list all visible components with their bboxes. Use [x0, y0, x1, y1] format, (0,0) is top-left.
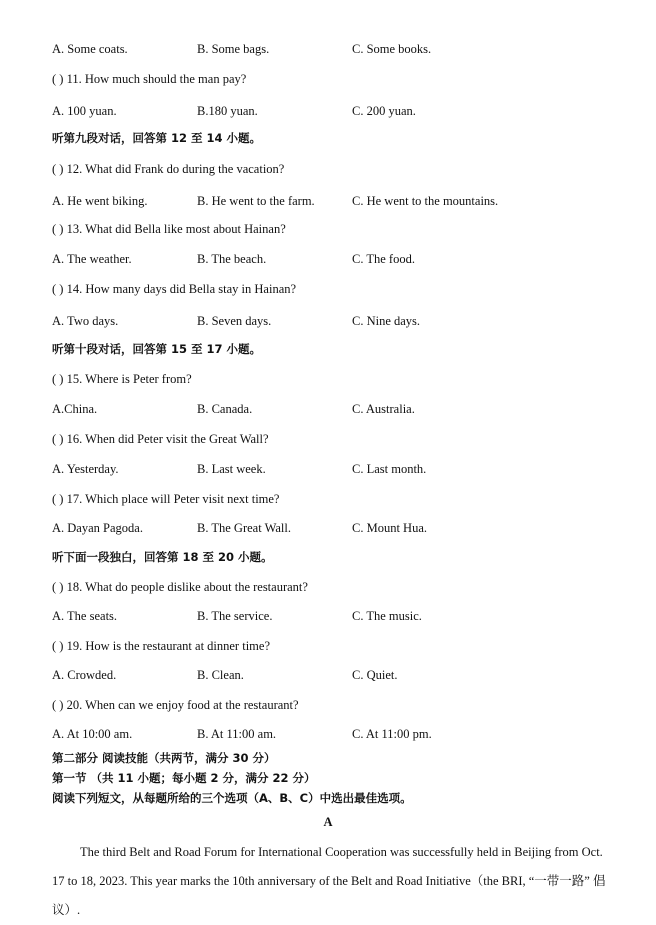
answer-options-row	[0, 723, 656, 745]
option-a: A. 100 yuan.	[52, 104, 117, 118]
option-c: C. The music.	[352, 609, 422, 623]
option-c: C. Australia.	[352, 402, 415, 416]
answer-options-row	[0, 517, 656, 539]
option-c: C. He went to the mountains.	[352, 194, 499, 208]
option-a: A. The weather.	[52, 252, 132, 266]
option-a: A. The seats.	[52, 609, 118, 623]
question-text: ( ) 14. How many days did Bella stay in Hainan?	[52, 282, 297, 296]
answer-options-row	[0, 664, 656, 686]
answer-options-row	[0, 100, 656, 122]
option-c: C. 200 yuan.	[352, 104, 416, 118]
option-b: B. Some bags.	[197, 42, 270, 56]
question	[0, 635, 656, 657]
answer-options-row	[0, 458, 656, 480]
option-c: C. Some books.	[352, 42, 432, 56]
option-a: A. At 10:00 am.	[52, 727, 133, 741]
answer-options-row	[0, 310, 656, 332]
question-text: ( ) 15. Where is Peter from?	[52, 372, 192, 386]
option-b: B. The service.	[197, 609, 273, 623]
question-text: ( ) 16. When did Peter visit the Great Wall?	[52, 432, 269, 446]
question	[0, 218, 656, 240]
answer-options-row	[0, 398, 656, 420]
question	[0, 428, 656, 450]
question-text: ( ) 18. What do people dislike about the restaurant?	[52, 580, 308, 594]
option-c: C. Quiet.	[352, 668, 398, 682]
question-text: ( ) 11. How much should the man pay?	[52, 72, 247, 86]
option-a: A. Two days.	[52, 314, 119, 328]
option-b: B. At 11:00 am.	[197, 727, 277, 741]
option-b: B. Last week.	[197, 462, 266, 476]
question-text: ( ) 12. What did Frank do during the vacation?	[52, 162, 285, 176]
option-c: C. Mount Hua.	[352, 521, 427, 535]
question	[0, 158, 656, 180]
option-a: A. Dayan Pagoda.	[52, 521, 143, 535]
answer-options-row	[0, 248, 656, 270]
instruction-text: 听第九段对话，回答第 12 至 14 小题。	[52, 131, 262, 145]
option-b: B. He went to the farm.	[197, 194, 315, 208]
reading-instruction: 阅读下列短文，从每题所给的三个选项（A、B、C）中选出最佳选项。	[52, 791, 412, 805]
option-c: C. Nine days.	[352, 314, 421, 328]
option-b: B.180 yuan.	[197, 104, 258, 118]
option-b: B. Clean.	[197, 668, 244, 682]
question-text: ( ) 17. Which place will Peter visit next time?	[52, 492, 280, 506]
answer-options-row	[0, 190, 656, 212]
question-text: ( ) 20. When can we enjoy food at the restaurant?	[52, 698, 299, 712]
answer-options-row	[0, 605, 656, 627]
instruction-text: 听第十段对话，回答第 15 至 17 小题。	[52, 342, 262, 356]
answer-options-row	[0, 38, 656, 60]
option-a: A. He went biking.	[52, 194, 148, 208]
instruction-text: 听下面一段独白，回答第 18 至 20 小题。	[52, 550, 273, 564]
section-instruction	[0, 127, 656, 149]
option-c: C. Last month.	[352, 462, 427, 476]
option-a: A. Yesterday.	[52, 462, 119, 476]
question	[0, 278, 656, 300]
question	[0, 368, 656, 390]
passage-label: A	[323, 815, 333, 829]
option-c: C. The food.	[352, 252, 415, 266]
option-b: B. Canada.	[197, 402, 253, 416]
passage-text: The third Belt and Road Forum for International Cooperation was successfully held in Beijing from Oct. 17 to 18, 2023. This year marks the 10th anniversary of the Belt and Road Initiative（the BRI, “一带一路” 倡议）.	[52, 845, 606, 917]
question-text: ( ) 13. What did Bella like most about Hainan?	[52, 222, 286, 236]
option-c: C. At 11:00 pm.	[352, 727, 432, 741]
part2-heading: 第二部分 阅读技能（共两节，满分 30 分）	[52, 751, 276, 765]
question	[0, 488, 656, 510]
section1-heading: 第一节 （共 11 小题；每小题 2 分，满分 22 分）	[52, 771, 316, 785]
option-a: A. Some coats.	[52, 42, 128, 56]
option-b: B. The Great Wall.	[197, 521, 291, 535]
option-a: A. Crowded.	[52, 668, 117, 682]
section-instruction	[0, 338, 656, 360]
question	[0, 694, 656, 716]
option-b: B. The beach.	[197, 252, 267, 266]
question	[0, 576, 656, 598]
option-a: A.China.	[52, 402, 98, 416]
option-b: B. Seven days.	[197, 314, 272, 328]
question-text: ( ) 19. How is the restaurant at dinner time?	[52, 639, 270, 653]
section-instruction	[0, 546, 656, 568]
question	[0, 68, 656, 90]
